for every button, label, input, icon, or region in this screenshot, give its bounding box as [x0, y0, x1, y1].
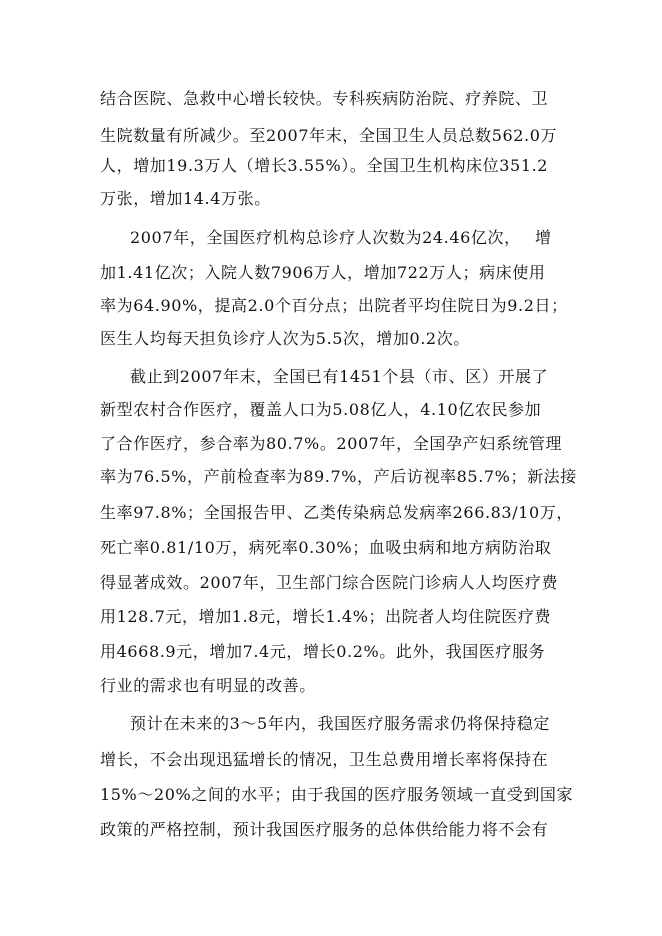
paragraph-3-line-8: 用128.7元，增加1.8元，增长1.4%；出院者人均住院医疗费	[100, 607, 552, 626]
paragraph-3-line-6: 死亡率0.81/10万，病死率0.30%；血吸虫病和地方病防治取	[100, 538, 552, 557]
paragraph-3-line-5: 生率97.8%；全国报告甲、乙类传染病总发病率266.83/10万，	[100, 503, 573, 522]
paragraph-1-line-3: 人，增加19.3万人（增长3.55%）。全国卫生机构床位351.2	[100, 156, 549, 175]
paragraph-1-line-1: 结合医院、急救中心增长较快。专科疾病防治院、疗养院、卫	[100, 89, 549, 108]
paragraph-4-line-3: 15%～20%之间的水平；由于我国的医疗服务领域一直受到国家	[100, 785, 574, 804]
paragraph-1-line-2: 生院数量有所减少。至2007年末，全国卫生人员总数562.0万	[100, 126, 558, 145]
paragraph-2-line-1: 2007年，全国医疗机构总诊疗人次数为24.46亿次， 增	[130, 228, 552, 247]
paragraph-2-line-4: 医生人均每天担负诊疗人次为5.5次，增加0.2次。	[100, 329, 470, 348]
paragraph-3-line-1: 截止到2007年末，全国已有1451个县（市、区）开展了	[130, 367, 549, 386]
paragraph-4-line-2: 增长，不会出现迅猛增长的情况，卫生总费用增长率将保持在	[100, 750, 549, 769]
paragraph-3-line-7: 得显著成效。2007年，卫生部门综合医院门诊病人人均医疗费	[100, 573, 559, 592]
paragraph-1-line-4: 万张，增加14.4万张。	[100, 189, 271, 208]
paragraph-3-line-9: 用4668.9元，增加7.4元，增长0.2%。此外，我国医疗服务	[100, 642, 546, 661]
paragraph-3-line-3: 了合作医疗，参合率为80.7%。2007年，全国孕产妇系统管理	[100, 434, 563, 453]
paragraph-4-line-4: 政策的严格控制，预计我国医疗服务的总体供给能力将不会有	[100, 820, 549, 839]
paragraph-2-line-2: 加1.41亿次；入院人数7906万人，增加722万人；病床使用	[100, 263, 546, 282]
paragraph-3-line-4: 率为76.5%，产前检查率为89.7%，产后访视率85.7%；新法接	[100, 467, 577, 486]
paragraph-4-line-1: 预计在未来的3～5年内，我国医疗服务需求仍将保持稳定	[130, 714, 550, 733]
paragraph-3-line-2: 新型农村合作医疗，覆盖人口为5.08亿人，4.10亿农民参加	[100, 400, 542, 419]
paragraph-2-line-3: 率为64.90%，提高2.0个百分点；出院者平均住院日为9.2日；	[100, 296, 568, 315]
paragraph-3-line-10: 行业的需求也有明显的改善。	[100, 676, 316, 695]
